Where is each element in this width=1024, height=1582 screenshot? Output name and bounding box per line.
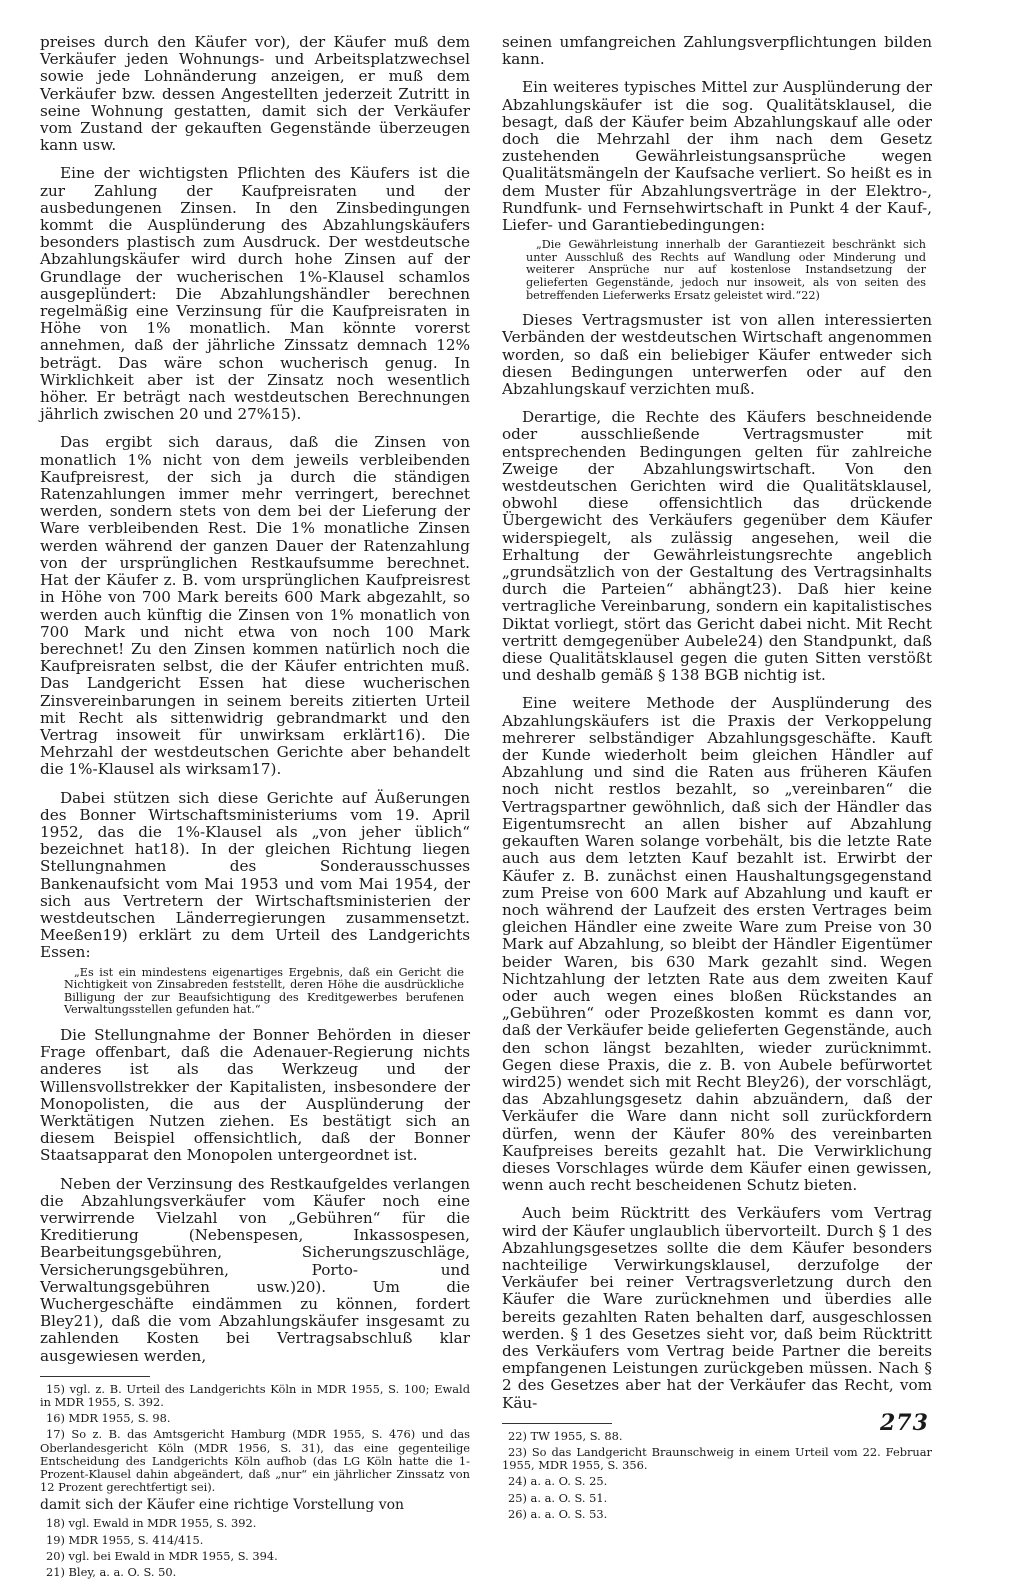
right-paragraph-1: seinen umfangreichen Zahlungsverpflichtungen bilden kann.: [502, 33, 932, 69]
left-paragraph-4: Dabei stützen sich diese Gerichte auf Äußerungen des Bonner Wirtschaftsministeriums vom 19. April 1952, das die 1%-Klausel als „von jeher üblich“ bezeichnet hat18). In der gleichen Richtung liegen Stellungnahmen des Sonderausschusses Bankenaufsicht vom Mai 1953 und vom Mai 1954, der sich aus Vertretern der Wirtschaftsministerien der westdeutschen Länderregierungen zusammensetzt. Meeßen19) erklärt zu dem Urteil des Landgerichts Essen:: [40, 788, 470, 962]
footnote-17: 17) So z. B. das Amtsgericht Hamburg (MDR 1955, S. 476) und das Oberlandesgericht Köln (MDR 1956, S. 31), das eine gegenteilige Entscheidung des Landgerichts Köln aufhob (das LG Köln hatte die 1-Prozent-Klausel dahin abgeändert, daß „nur“ ein jährlicher Zinssatz von 12 Prozent gerechtfertigt sei).: [40, 1427, 470, 1495]
page-number: 273: [880, 1410, 929, 1436]
left-paragraph-2: Eine der wichtigsten Pflichten des Käufers ist die zur Zahlung der Kaufpreisraten und der ausbedungenen Zinsen. In den Zinsbedingungen kommt die Ausplünderung des Abzahlungskäufers besonders plastisch zum Ausdruck. Der westdeutsche Abzahlungskäufer wird durch hohe Zinsen auf der Grundlage der wucherischen 1%-Klausel schamlos ausgeplündert: Die Abzahlungshändler berechnen regelmäßig eine Verzinsung für die Kaufpreisraten in Höhe von 1% monatlich. Man könnte vorerst annehmen, daß der jährliche Zinssatz demnach 12% beträgt. Das wäre schon wucherisch genug. In Wirklichkeit aber ist der Zinsatz noch wesentlich höher. Er beträgt nach westdeutschen Berechnungen jährlich zwischen 20 und 27%15).: [40, 164, 470, 424]
footnote-divider: [502, 1423, 612, 1424]
footnote-divider: [40, 1376, 150, 1377]
right-paragraph-6: Auch beim Rücktritt des Verkäufers vom Vertrag wird der Käufer unglaublich übervorteilt. Durch § 1 des Abzahlungsgesetzes sollte die dem Käufer besonders nachteilige Verwirkungsklausel, derzufolge der Verkäufer bei reiner Vertragsverletzung durch den Käufer die Ware zurücknehmen und überdies alle bereits gezahlten Raten behalten darf, ausgeschlossen werden. § 1 des Gesetzes sieht vor, daß beim Rücktritt des Verkäufers vom Vertrag beide Partner die bereits empfangenen Leistungen zurückgeben müssen. Nach § 2 des Gesetzes aber hat der Verkäufer das Recht, vom Käu-: [502, 1204, 932, 1412]
left-paragraph-5: Die Stellungnahme der Bonner Behörden in dieser Frage offenbart, daß die Adenauer-Regierung nichts anderes ist als das Werkzeug und der Willensvollstrekker der Kapitalisten, insbesondere der Monopolisten, die aus der Ausplünderung der Werktätigen Nutzen ziehen. Es bestätigt sich an diesem Beispiel offensichtlich, daß der Bonner Staatsapparat den Monopolen untergeordnet ist.: [40, 1025, 470, 1165]
footnote-22: 22) TW 1955, S. 88.: [508, 1428, 623, 1443]
footnote-24: 24) a. a. O. S. 25.: [508, 1474, 608, 1489]
left-paragraph-6: Neben der Verzinsung des Restkaufgeldes verlangen die Abzahlungsverkäufer vom Käufer noch eine verwirrende Vielzahl von „Gebühren“ für die Kreditierung (Nebenspesen, Inkassospesen, Bearbeitungsgebühren, Sicherungszuschläge, Versicherungsgebühren, Porto- und Verwaltungsgebühren usw.)20). Um die Wuchergeschäfte eindämmen zu können, fordert Bley21), daß die vom Abzahlungskäufer insgesamt zu zahlenden Kosten bei Vertragsabschluß klar ausgewiesen werden,: [40, 1174, 470, 1365]
footnote-19: 19) MDR 1955, S. 414/415.: [46, 1532, 204, 1547]
footnote-25: 25) a. a. O. S. 51.: [508, 1490, 608, 1505]
footnote-23: 23) So das Landgericht Braunschweig in einem Urteil vom 22. Februar 1955, MDR 1955, S. 356.: [502, 1445, 932, 1473]
left-column: [40, 34, 470, 1582]
right-paragraph-5: Eine weitere Methode der Ausplünderung des Abzahlungskäufers ist die Praxis der Verkoppelung mehrerer selbständiger Abzahlungsgeschäfte. Kauft der Kunde wiederholt beim gleichen Händler auf Abzahlung und sind die Raten aus früheren Käufen noch nicht restlos bezahlt, so „vereinbaren“ die Vertragspartner gewöhnlich, daß sich der Händler das Eigentumsrecht an allen bisher auf Abzahlung gekauften Waren solange vorbehält, bis die letzte Rate auch aus dem letzten Kauf bezahlt ist. Erwirbt der Käufer z. B. zunächst einen Haushaltungsgegenstand zum Preise von 600 Mark auf Abzahlung und kauft er noch während der Laufzeit des ersten Vertrages beim gleichen Händler eine zweite Ware zum Preise von 30 Mark auf Abzahlung, so bleibt der Händler Eigentümer beider Waren, bis 630 Mark gezahlt sind. Wegen Nichtzahlung der letzten Rate aus dem zweiten Kauf oder auch wegen eines bloßen Rückstandes an „Gebühren“ oder Prozeßkosten kommt es dann vor, daß der Verkäufer beide gelieferten Gegenstände, auch den schon längst bezahlten, wieder zurücknimmt. Gegen diese Praxis, die z. B. von Aubele befürwortet wird25) wendet sich mit Recht Bley26), der vorschlägt, das Abzahlungsgesetz dahin abzuändern, daß der Verkäufer die Ware dann nicht soll zurückfordern dürfen, wenn der Käufer 80% des vereinbarten Kaufpreises bereits gezahlt hat. Die Verwirklichung dieses Vorschlages würde dem Käufer einen gewissen, wenn auch recht bescheidenen Schutz bieten.: [502, 694, 932, 1195]
footnote-15: 15) vgl. z. B. Urteil des Landgerichts Köln in MDR 1955, S. 100; Ewald in MDR 1955, S. 392.: [40, 1381, 470, 1409]
right-paragraph-4: Derartige, die Rechte des Käufers beschneidende oder ausschließende Vertragsmuster mit entsprechenden Bedingungen gelten für zahlreiche Zweige der Abzahlungswirtschaft. Von den westdeutschen Gerichten wird die Qualitätsklausel, obwohl diese offensichtlich das drückende Übergewicht des Verkäufers gegenüber dem Käufer widerspiegelt, als zulässig angesehen, weil die Erhaltung der Gewährleistungsrechte angeblich „grundsätzlich von der Gestaltung des Vertragsinhalts durch die Parteien“ abhängt23). Daß hier keine vertragliche Vereinbarung, sondern ein kapitalistisches Diktat vorliegt, stört das Gericht dabei nicht. Mit Recht vertritt demgegenüber Aubele24) den Standpunkt, daß diese Qualitätsklausel gegen die guten Sitten verstößt und deshalb gemäß § 138 BGB nichtig ist.: [502, 408, 932, 685]
footnote-20: 20) vgl. bei Ewald in MDR 1955, S. 394.: [46, 1548, 278, 1563]
footnote-26: 26) a. a. O. S. 53.: [508, 1506, 608, 1521]
left-block-quote: „Es ist ein mindestens eigenartiges Ergebnis, daß ein Gericht die Nichtigkeit von Zinsabreden feststellt, deren Höhe die ausdrückliche Billigung der zur Beaufsichtigung des Kreditgewerbes berufenen Verwaltungsstellen gefunden hat.“: [64, 965, 464, 1017]
left-paragraph-3: Das ergibt sich daraus, daß die Zinsen von monatlich 1% nicht von dem jeweils verbleibenden Kaufpreisrest, der sich ja durch die ständigen Ratenzahlungen immer mehr verringert, berechnet werden, sondern stets von dem bei der Lieferung der Ware verbleibenden Rest. Die 1% monatliche Zinsen werden während der ganzen Dauer der Ratenzahlung von der ursprünglichen Restkaufsumme berechnet. Hat der Käufer z. B. vom ursprünglichen Kaufpreisrest in Höhe von 700 Mark bereits 600 Mark abgezahlt, so werden auch künftig die Zinsen von 1% monatlich von 700 Mark und nicht etwa von noch 100 Mark berechnet! Zu den Zinsen kommen natürlich noch die Kaufpreisraten selbst, die der Käufer entrichten muß. Das Landgericht Essen hat diese wucherischen Zinsvereinbarungen in seinem bereits zitierten Urteil mit Recht als sittenwidrig gebrandmarkt und den Vertrag insoweit für unwirksam erklärt16). Die Mehrzahl der westdeutschen Gerichte aber behandelt die 1%-Klausel als wirksam17).: [40, 433, 470, 779]
footnote-16: 16) MDR 1955, S. 98.: [46, 1411, 171, 1426]
right-paragraph-3: Dieses Vertragsmuster ist von allen interessierten Verbänden der westdeutschen Wirtschaft angenommen worden, so daß ein beliebiger Käufer entweder sich diesen Bedingungen unterwerfen oder auf den Abzahlungskauf verzichten muß.: [502, 311, 932, 399]
footnote-21: 21) Bley, a. a. O. S. 50.: [46, 1565, 177, 1580]
right-column: [502, 34, 932, 1524]
footnote-continuation: damit sich der Käufer eine richtige Vorstellung von: [40, 1497, 405, 1514]
right-paragraph-2: Ein weiteres typisches Mittel zur Ausplünderung der Abzahlungskäufer ist die sog. Qualitätsklausel, die besagt, daß der Käufer beim Abzahlungskauf alle oder doch die Mehrzahl der ihm nach dem Gesetz zustehenden Gewährleistungsansprüche wegen Qualitätsmängeln der Kaufsache verliert. So heißt es in dem Muster für Abzahlungsverträge in der Elektro-, Rundfunk- und Fernsehwirtschaft in Punkt 4 der Kauf-, Liefer- und Garantiebedingungen:: [502, 78, 932, 235]
right-block-quote: „Die Gewährleistung innerhalb der Garantiezeit beschränkt sich unter Ausschluß des Rechts auf Wandlung oder Minderung und weiterer Ansprüche nur auf kostenlose Instandsetzung der gelieferten Gegenstände, jedoch nur insoweit, als von seiten des betreffenden Lieferwerks Ersatz geleistet wird.“22): [526, 238, 926, 302]
footnote-18: 18) vgl. Ewald in MDR 1955, S. 392.: [46, 1516, 257, 1531]
left-paragraph-1: preises durch den Käufer vor), der Käufer muß dem Verkäufer jeden Wohnungs- und Arbeitsplatzwechsel sowie jede Lohnänderung anzeigen, er muß dem Verkäufer bzw. dessen Angestellten jederzeit Zutritt in seine Wohnung gestatten, damit sich der Verkäufer vom Zustand der gekauften Gegenstände überzeugen kann usw.: [40, 33, 470, 155]
